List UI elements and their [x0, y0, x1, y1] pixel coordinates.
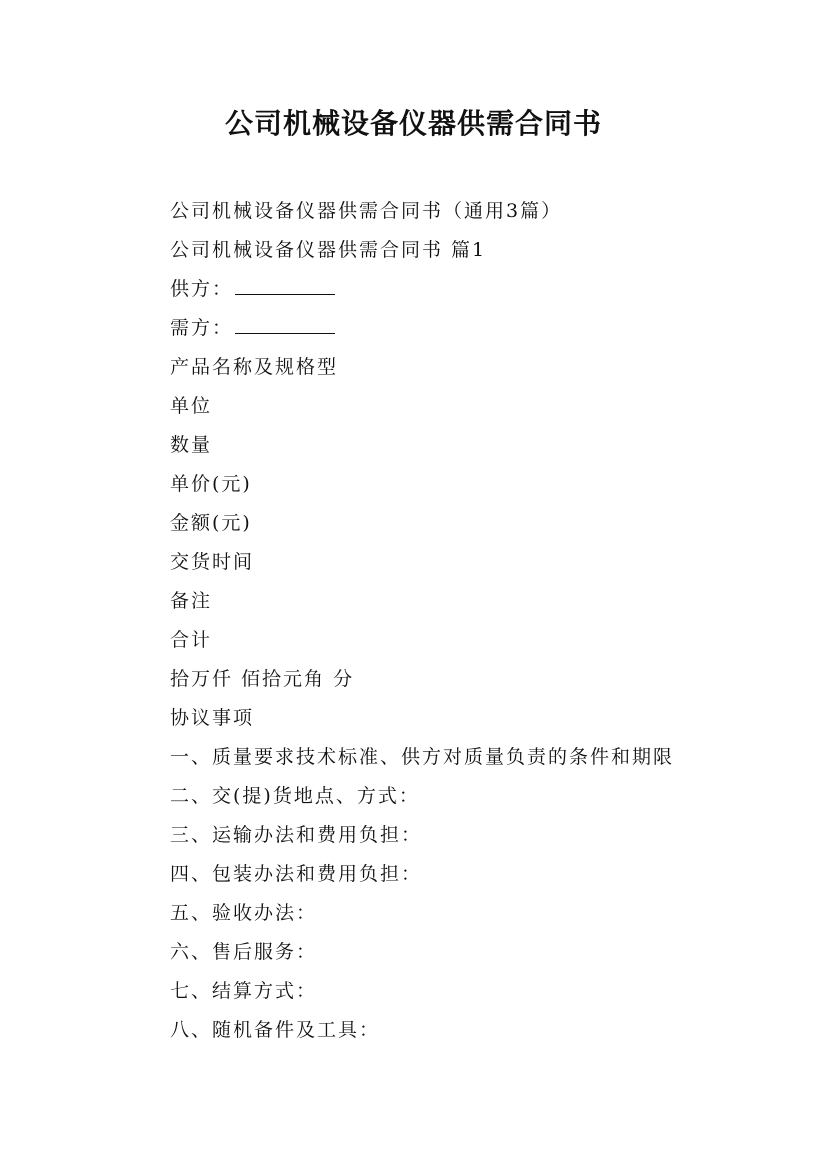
field-product-name: 产品名称及规格型	[170, 356, 339, 378]
term-item: 八、随机备件及工具：	[170, 1019, 381, 1041]
document-subtitle: 公司机械设备仪器供需合同书（通用3篇）	[170, 200, 563, 222]
field-unit-price: 单价(元)	[170, 473, 252, 495]
term-item: 六、售后服务：	[170, 941, 318, 963]
field-total: 合计	[170, 629, 213, 651]
term-item: 一、质量要求技术标准、供方对质量负责的条件和期限	[170, 746, 675, 768]
term-item: 二、交(提)货地点、方式：	[170, 785, 420, 807]
field-remarks: 备注	[170, 590, 213, 612]
part-heading: 公司机械设备仪器供需合同书 篇1	[170, 239, 487, 261]
supplier-label: 供方：	[170, 278, 234, 300]
term-item: 五、验收办法：	[170, 902, 318, 924]
document-title: 公司机械设备仪器供需合同书	[224, 107, 602, 140]
supplier-line	[170, 272, 790, 311]
buyer-blank	[235, 313, 335, 334]
terms-heading: 协议事项	[170, 707, 255, 729]
term-item: 三、运输办法和费用负担：	[170, 824, 423, 846]
field-quantity: 数量	[170, 434, 213, 456]
buyer-line	[170, 311, 790, 350]
field-amount-in-words: 拾万仟 佰拾元角 分	[170, 668, 355, 690]
term-item: 四、包装办法和费用负担：	[170, 863, 423, 885]
buyer-label: 需方：	[170, 317, 234, 339]
field-delivery-time: 交货时间	[170, 551, 255, 573]
term-item: 七、结算方式：	[170, 980, 318, 1002]
document-body	[170, 194, 790, 1052]
supplier-blank	[235, 274, 335, 295]
field-amount: 金额(元)	[170, 512, 252, 534]
field-unit: 单位	[170, 395, 213, 417]
